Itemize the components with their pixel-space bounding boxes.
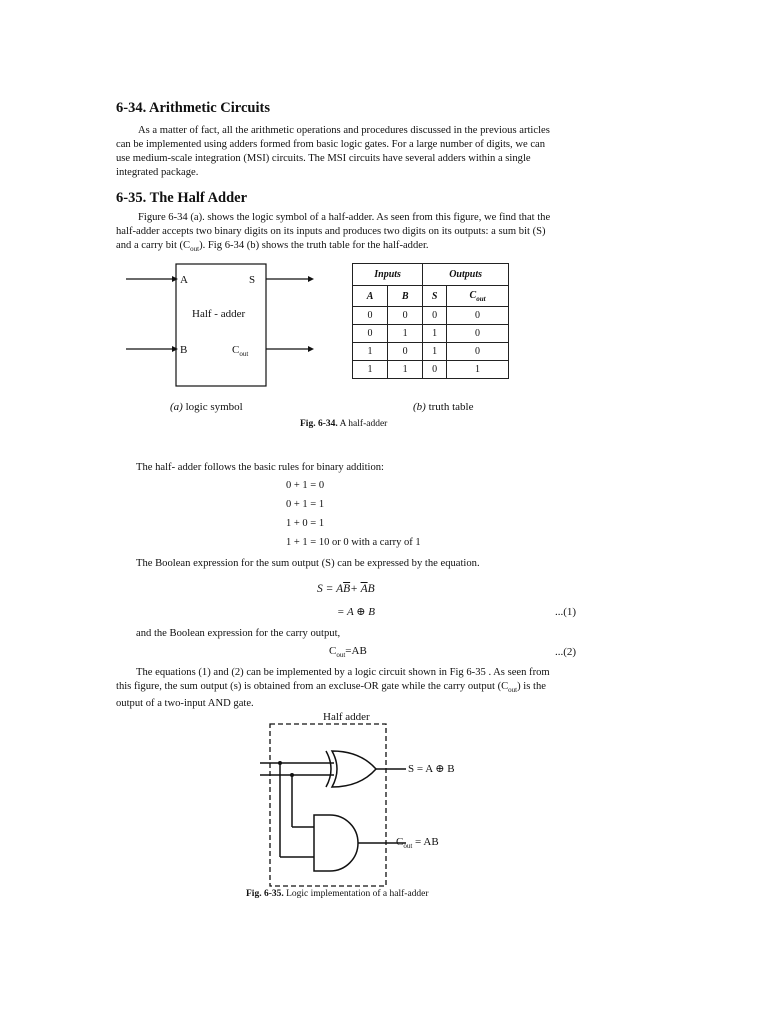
- carry-output-c: C: [396, 836, 404, 848]
- sum-equation-b-bar: $\overline{B}$: [343, 583, 351, 595]
- output-c-sub: out: [239, 350, 249, 358]
- truth-table-outputs-header: Outputs: [423, 264, 509, 286]
- table-cell: 1: [353, 361, 388, 379]
- truth-table: [352, 263, 509, 379]
- table-row: [353, 361, 509, 379]
- carry-output-label: [396, 836, 439, 850]
- section1-line-3: use medium-scale integration (MSI) circuits. The MSI circuits have several adders within a single: [116, 153, 531, 164]
- implementation-line-3: output of a two-input AND gate.: [116, 698, 254, 709]
- table-row: [353, 325, 509, 343]
- half-adder-logic-circuit: [256, 711, 476, 893]
- carry-equation-c: C: [329, 645, 337, 657]
- input-b-label: B: [180, 344, 188, 356]
- input-b-arrow-icon: [172, 346, 178, 352]
- table-cell: 0: [447, 343, 509, 361]
- sum-equation-b: B: [367, 583, 375, 595]
- table-row: [353, 307, 509, 325]
- table-cell: 1: [388, 325, 423, 343]
- table-row: [353, 343, 509, 361]
- implementation-paragraph: [116, 666, 586, 711]
- table-cell: 1: [423, 343, 447, 361]
- rule-line-4: 1 + 1 = 10 or 0 with a carry of 1: [286, 537, 421, 548]
- section2-line-3-pre: and a carry bit (C: [116, 240, 191, 251]
- rule-line-3: 1 + 0 = 1: [286, 518, 325, 529]
- figure-6-35-title: Logic implementation of a half-adder: [286, 889, 429, 899]
- table-cell: 0: [447, 325, 509, 343]
- carry-equation-rest: =AB: [345, 645, 367, 657]
- table-cell: 1: [423, 325, 447, 343]
- table-cell: 1: [388, 361, 423, 379]
- section-heading-half-adder: 6-35. The Half Adder: [116, 190, 248, 206]
- section2-line-1: Figure 6-34 (a). shows the logic symbol of a half-adder. As seen from this figure, we find that the: [138, 212, 551, 223]
- half-adder-box-title: Half adder: [323, 711, 370, 723]
- sum-equation-a-bar: $\overline{A}$: [360, 583, 368, 595]
- implementation-line-2-pre: this figure, the sum output (s) is obtained from an excluse-OR gate while the carry output (C: [116, 681, 509, 692]
- caption-logic-symbol: [170, 401, 243, 413]
- sum-equation: [317, 583, 375, 595]
- truth-table-col-a: A: [353, 286, 388, 307]
- truth-table-inputs-header: Inputs: [353, 264, 423, 286]
- figure-6-34-number: Fig. 6-34.: [300, 419, 338, 429]
- sum-output-label: S = A ⊕ B: [408, 763, 455, 775]
- table-cell: 0: [353, 325, 388, 343]
- output-c-label: [232, 344, 248, 358]
- section1-line-4: integrated package.: [116, 167, 199, 178]
- input-a-arrow-icon: [172, 276, 178, 282]
- rule-line-1: 0 + 1 = 0: [286, 480, 325, 491]
- truth-table-col-b: B: [388, 286, 423, 307]
- section2-line-2: half-adder accepts two binary digits on its inputs and produces two digits on its outputs: a sum bit (S): [116, 226, 546, 237]
- sum-equation-lhs: S =: [317, 583, 334, 595]
- table-cell: 0: [388, 307, 423, 325]
- section1-line-1: As a matter of fact, all the arithmetic operations and procedures discussed in the previous articles: [138, 125, 550, 136]
- sum-expression-intro: The Boolean expression for the sum output (S) can be expressed by the equation.: [136, 558, 480, 569]
- table-cell: 0: [423, 307, 447, 325]
- section2-paragraph: [116, 211, 582, 256]
- equation-1-number: ...(1): [555, 606, 577, 618]
- half-adder-circuit-diagram: [256, 711, 476, 893]
- caption-a-text: logic symbol: [185, 401, 243, 413]
- section2-line-3: [116, 239, 582, 256]
- section1-paragraph: [116, 124, 582, 180]
- section2-line-3-post: ). Fig 6-34 (b) shows the truth table for the half-adder.: [199, 240, 429, 251]
- caption-a-letter: (a): [170, 401, 183, 413]
- table-cell: 1: [353, 343, 388, 361]
- carry-expression-intro: and the Boolean expression for the carry output,: [136, 628, 341, 639]
- sum-equation-a: A: [336, 583, 344, 595]
- carry-output-rest: = AB: [412, 836, 439, 848]
- half-adder-dashed-box: [270, 724, 386, 886]
- truth-table-col-s: S: [423, 286, 447, 307]
- figure-6-34-caption: [300, 419, 387, 429]
- output-c-letter: C: [232, 344, 240, 356]
- junction-b-icon: [290, 773, 294, 777]
- rules-intro: The half- adder follows the basic rules for binary addition:: [136, 462, 384, 473]
- truth-table-col-c-sub: out: [476, 294, 486, 303]
- equation-2-number: ...(2): [555, 646, 577, 658]
- section-heading-arithmetic-circuits: 6-34. Arithmetic Circuits: [116, 100, 270, 116]
- figure-6-35-caption: [246, 889, 429, 899]
- carry-equation: [329, 645, 367, 659]
- table-cell: 0: [353, 307, 388, 325]
- sum-equation-xor: = A ⊕ B: [337, 606, 375, 618]
- truth-table-col-c: [447, 286, 509, 307]
- caption-b-text: truth table: [428, 401, 474, 413]
- sum-equation-plus: +: [350, 583, 358, 595]
- input-a-label: A: [180, 274, 188, 286]
- table-cell: 0: [423, 361, 447, 379]
- figure-6-35-number: Fig. 6-35.: [246, 889, 284, 899]
- implementation-line-2-sub: out: [508, 686, 518, 694]
- implementation-line-2: [116, 680, 586, 697]
- rule-line-2: 0 + 1 = 1: [286, 499, 325, 510]
- implementation-line-2-post: ) is the: [517, 681, 546, 692]
- section2-line-3-sub: out: [190, 245, 200, 253]
- implementation-line-1: The equations (1) and (2) can be implemented by a logic circuit shown in Fig 6-35 . As seen from: [136, 667, 550, 678]
- table-cell: 0: [447, 307, 509, 325]
- output-c-arrow-icon: [308, 346, 314, 352]
- half-adder-block-label: Half - adder: [192, 308, 246, 320]
- truth-table-col-c-letter: C: [469, 289, 477, 301]
- junction-a-icon: [278, 761, 282, 765]
- xor-gate-icon: [332, 751, 376, 787]
- caption-truth-table: [413, 401, 473, 413]
- and-gate-icon: [314, 815, 358, 871]
- table-cell: 1: [447, 361, 509, 379]
- carry-output-sub: out: [403, 842, 413, 850]
- output-s-label: S: [249, 274, 256, 286]
- output-s-arrow-icon: [308, 276, 314, 282]
- caption-b-letter: (b): [413, 401, 426, 413]
- carry-equation-sub: out: [336, 651, 346, 659]
- xor-extra-curve: [326, 751, 331, 787]
- section1-line-2: can be implemented using adders formed from basic logic gates. For a large number of digits, we can: [116, 139, 546, 150]
- table-cell: 0: [388, 343, 423, 361]
- half-adder-block-diagram: [120, 262, 320, 392]
- figure-6-34-title: A half-adder: [339, 419, 388, 429]
- half-adder-logic-symbol: [120, 262, 320, 392]
